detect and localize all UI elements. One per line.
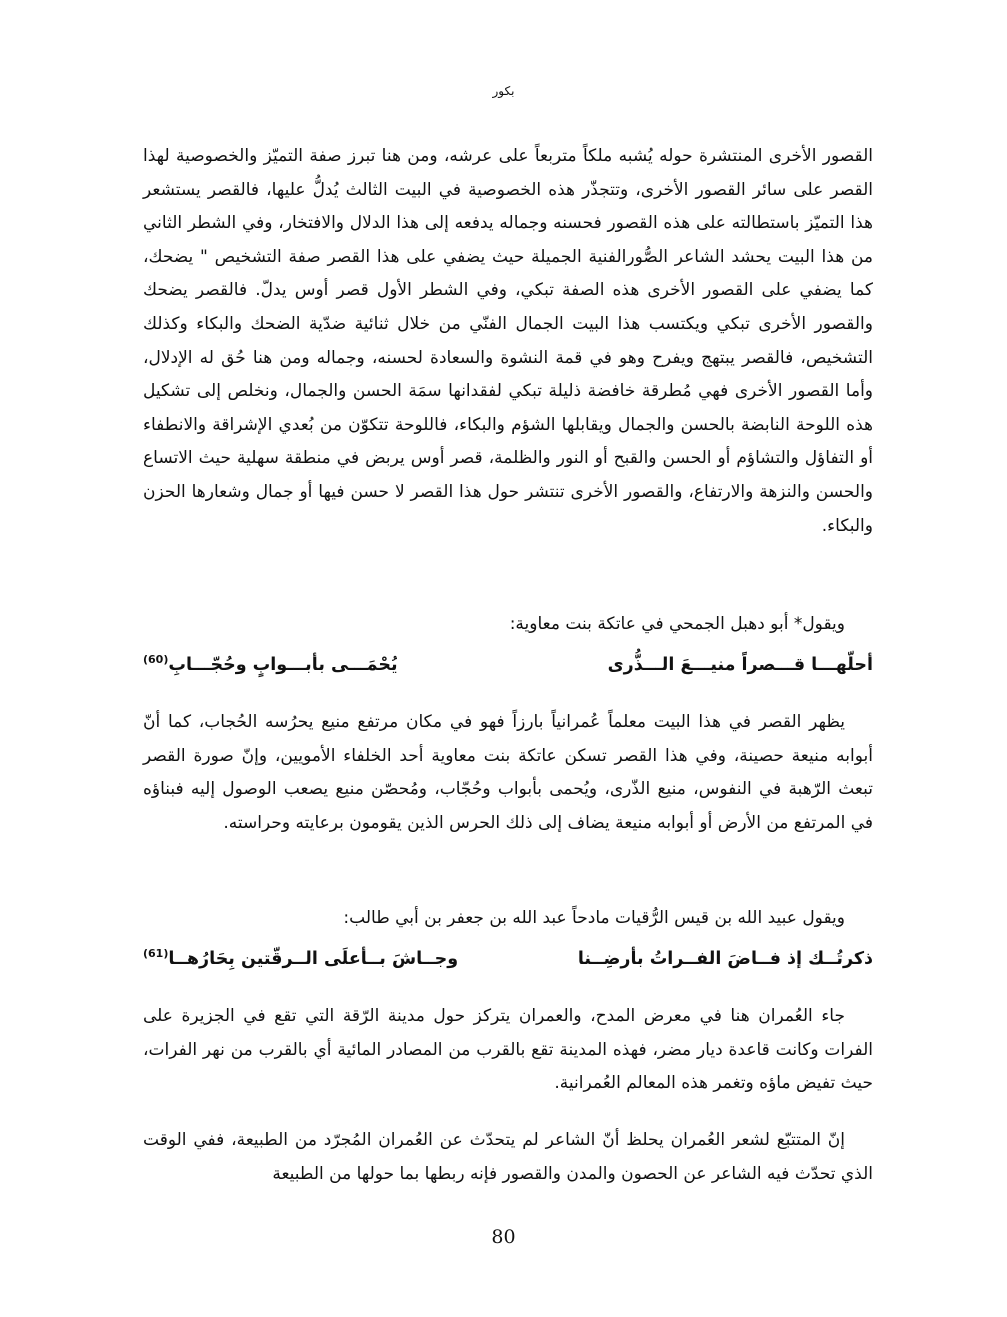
verse-intro-line: ويقول* أبو دهبل الجمحي في عاتكة بنت معاوية: (509, 614, 845, 634)
running-head: بكور (492, 84, 515, 98)
commentary-paragraph (143, 1000, 873, 1101)
quote-intro (143, 608, 873, 641)
body-paragraph: إنّ المتتبّع لشعر العُمران يحلظ أنّ الشاعر لم يتحدّث عن العُمران المُجرّد من الطبيعة، ففي الوقت الذي تحدّث فيه الشاعر عن الحصون والمدن والقصور فإنه ربطها بما حولها من الطبيعة (143, 1130, 873, 1184)
verse-first-hemistich: أحلّهـــا قـــصراً منيـــعَ الـــذُّرى (607, 654, 873, 675)
quote-intro (143, 902, 873, 935)
commentary-paragraph (143, 1124, 873, 1191)
footnote-marker: (60) (143, 653, 169, 666)
page-number: 80 (491, 1226, 516, 1248)
verse-second-hemistich (143, 939, 458, 974)
verse-second-text: وجــاشَ بــأعلَى الــرقّتين بِحَارُهــا (168, 948, 459, 969)
footnote-marker: (61) (143, 947, 169, 960)
verse-second-text: يُحْمَـــى بأبـــوابٍ وحُجّـــابِ (168, 654, 398, 675)
verse-line (143, 939, 873, 974)
verse-second-hemistich (143, 645, 398, 680)
body-paragraph: يظهر القصر في هذا البيت معلماً عُمرانياً بارزاً فهو في مكان مرتفع منيع يحرُسه الحُجاب، كما أنّ أبوابه منيعة حصينة، وفي هذا القصر تسكن عاتكة بنت معاوية أحد الخلفاء الأمويين، وإنّ صورة القصر تبعث الرّهبة في النفوس، منيع الذّرى، ويُحمى بأبواب وحُجّاب، ومُحصّن منيع يصعب الوصول إليه فبناؤه في المرتفع من الأرض أو أبوابه منيعة يضاف إلى ذلك الحرس الذين يقومون برعايته وحراسته. (143, 712, 873, 833)
verse-first-hemistich: ذكرتُــك إذ فــاضَ الفــراتُ بأرضِــنا (577, 948, 873, 969)
verse-line (143, 645, 873, 680)
commentary-paragraph (143, 706, 873, 840)
paragraph-continued (143, 140, 873, 543)
body-paragraph: القصور الأخرى المنتشرة حوله يُشبه ملكاً متربعاً على عرشه، ومن هنا تبرز صفة التميّز والخصوصية لهذا القصر على سائر القصور الأخرى، وتتجذّر هذه الخصوصية في البيت الثالث يُدلُّ عليها، فالقصر يستشعر هذا التميّز باستطالته على هذه القصور فحسنه وجماله يدفعه إلى هذا الدلال والافتخار، وفي الشطر الثاني من هذا البيت يحشد الشاعر الصُّورالفنية الجميلة حيث يضفي على هذا القصر صفة التشخيص " يضحك، كما يضفي على القصور الأخرى هذه الصفة تبكي، وفي الشطر الأول قصر أوس يدلّ. فالقصر يضحك والقصور الأخرى تبكي ويكتسب هذا البيت الجمال الفنّي من خلال ثنائية ضدّية الضحك والبكاء وكذلك التشخيص، فالقصر يبتهج ويفرح وهو في قمة النشوة والسعادة لحسنه، وجماله ومن هنا حُق له الإدلال، وأما القصور الأخرى فهي مُطرقة خافضة ذليلة تبكي لفقدانها سمَة الحسن والجمال، ونخلص إلى تشكيل هذه اللوحة النابضة بالحسن والجمال ويقابلها الشؤم والبكاء، فاللوحة تتكوّن من بُعدي الإشراقة والانطفاء أو التفاؤل والتشاؤم أو الحسن والقبح أو النور والظلمة، قصر أوس يربض في منطقة سهلية حيث الاتساع والحسن والنزهة والارتفاع، والقصور الأخرى تنتشر حول هذا القصر لا حسن فيها أو جمال وشعارها الحزن والبكاء. (143, 146, 873, 536)
verse-intro-line: ويقول عبيد الله بن قيس الرُّقيات مادحاً عبد الله بن جعفر بن أبي طالب: (343, 908, 845, 928)
body-paragraph: جاء العُمران هنا في معرض المدح، والعمران يتركز حول مدينة الرّقة التي تقع في الجزيرة على الفرات وكانت قاعدة ديار مضر، فهذه المدينة تقع بالقرب من المصادر المائية أي بالقرب من نهر الفرات، حيث تفيض ماؤه وتغمر هذه المعالم العُمرانية. (143, 1006, 873, 1094)
